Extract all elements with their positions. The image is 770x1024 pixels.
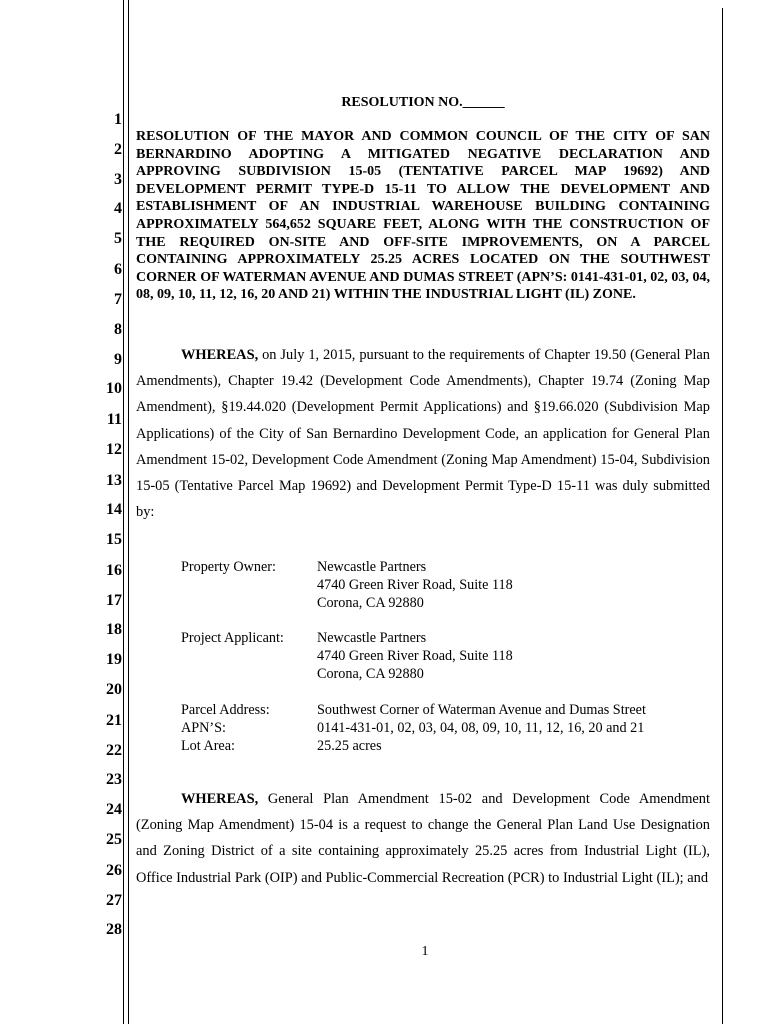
line-number: 4: [114, 200, 122, 217]
line-number: 19: [106, 651, 122, 668]
property-owner-address-line1: 4740 Green River Road, Suite 118: [317, 577, 513, 593]
parcel-address-value: Southwest Corner of Waterman Avenue and Dumas Street: [317, 702, 646, 718]
line-number: 8: [114, 321, 122, 338]
line-number: 28: [106, 921, 122, 938]
lot-area-label: Lot Area:: [181, 738, 235, 754]
line-number: 3: [114, 171, 122, 188]
whereas-paragraph-1: [136, 342, 710, 525]
whereas-lead: WHEREAS,: [181, 347, 259, 363]
whereas-lead: WHEREAS,: [181, 791, 259, 807]
whereas-paragraph-2: [136, 786, 710, 891]
line-number: 1: [114, 111, 122, 128]
apn-label: APN’S:: [181, 720, 226, 736]
paragraph-text: on July 1, 2015, pursuant to the requirements of Chapter 19.50 (General Plan Amendments), Chapter 19.42 (Development Code Amendments), Chapter 19.74 (Zoning Map Amendment), §19.44.020 (Development Permit Applications) and §19.66.020 (Subdivision Map Applications) of the City of San Bernardino Development Code, an application for General Plan Amendment 15-02, Development Code Amendment (Zoning Map Amendment) 15-04, Subdivision 15-05 (Tentative Parcel Map 19692) and Development Permit Type-D 15-11 was duly submitted by:: [136, 347, 710, 521]
right-margin-rule: [722, 8, 723, 1024]
line-number: 18: [106, 621, 122, 638]
left-margin-rule-outer: [123, 0, 124, 1024]
property-owner-name: Newcastle Partners: [317, 559, 427, 575]
line-number: 9: [114, 351, 122, 368]
line-number: 27: [106, 892, 122, 909]
line-number: 26: [106, 862, 122, 879]
line-number: 15: [106, 531, 122, 548]
line-number: 13: [106, 472, 122, 489]
line-number: 22: [106, 742, 122, 759]
line-number: 2: [114, 141, 122, 158]
line-number: 5: [114, 230, 122, 247]
line-number: 11: [106, 411, 122, 428]
line-number: 23: [106, 771, 122, 788]
line-number: 20: [106, 681, 122, 698]
line-number: 14: [106, 501, 122, 518]
apn-value: 0141-431-01, 02, 03, 04, 08, 09, 10, 11, 12, 16, 20 and 21: [317, 720, 645, 736]
parcel-address-label: Parcel Address:: [181, 702, 270, 718]
property-owner-address-line2: Corona, CA 92880: [317, 595, 424, 611]
project-applicant-label: Project Applicant:: [181, 630, 284, 646]
left-margin-rule-inner: [128, 0, 129, 1024]
line-number: 17: [106, 592, 122, 609]
line-number: 21: [106, 712, 122, 729]
lot-area-value: 25.25 acres: [317, 738, 382, 754]
property-owner-label: Property Owner:: [181, 559, 276, 575]
line-number: 24: [106, 801, 122, 818]
project-applicant-address-line2: Corona, CA 92880: [317, 666, 424, 682]
project-applicant-name: Newcastle Partners: [317, 630, 427, 646]
line-number: 10: [106, 380, 122, 397]
resolution-heading: RESOLUTION NO.______: [341, 95, 505, 110]
line-number: 16: [106, 562, 122, 579]
line-number: 12: [106, 441, 122, 458]
page-number: 1: [421, 944, 429, 959]
resolution-title: RESOLUTION OF THE MAYOR AND COMMON COUNCIL OF THE CITY OF SAN BERNARDINO ADOPTING A MITIGATED NEGATIVE DECLARATION AND APPROVING SUBDIVISION 15-05 (TENTATIVE PARCEL MAP 19692) AND DEVELOPMENT PERMIT TYPE-D 15-11 TO ALLOW THE DEVELOPMENT AND ESTABLISHMENT OF AN INDUSTRIAL WAREHOUSE BUILDING CONTAINING APPROXIMATELY 564,652 SQUARE FEET, ALONG WITH THE CONSTRUCTION OF THE REQUIRED ON-SITE AND OFF-SITE IMPROVEMENTS, ON A PARCEL CONTAINING APPROXIMATELY 25.25 ACRES LOCATED ON THE SOUTHWEST CORNER OF WATERMAN AVENUE AND DUMAS STREET (APN’S: 0141-431-01, 02, 03, 04, 08, 09, 10, 11, 12, 16, 20 AND 21) WITHIN THE INDUSTRIAL LIGHT (IL) ZONE.: [136, 129, 710, 303]
line-number: 6: [114, 261, 122, 278]
line-number: 7: [114, 291, 122, 308]
line-number: 25: [106, 831, 122, 848]
paragraph-text: General Plan Amendment 15-02 and Development Code Amendment (Zoning Map Amendment) 15-04 is a request to change the General Plan Land Use Designation and Zoning District of a site containing approximately 25.25 acres from Industrial Light (IL), Office Industrial Park (OIP) and Public-Commercial Recreation (PCR) to Industrial Light (IL); and: [136, 791, 710, 886]
project-applicant-address-line1: 4740 Green River Road, Suite 118: [317, 648, 513, 664]
